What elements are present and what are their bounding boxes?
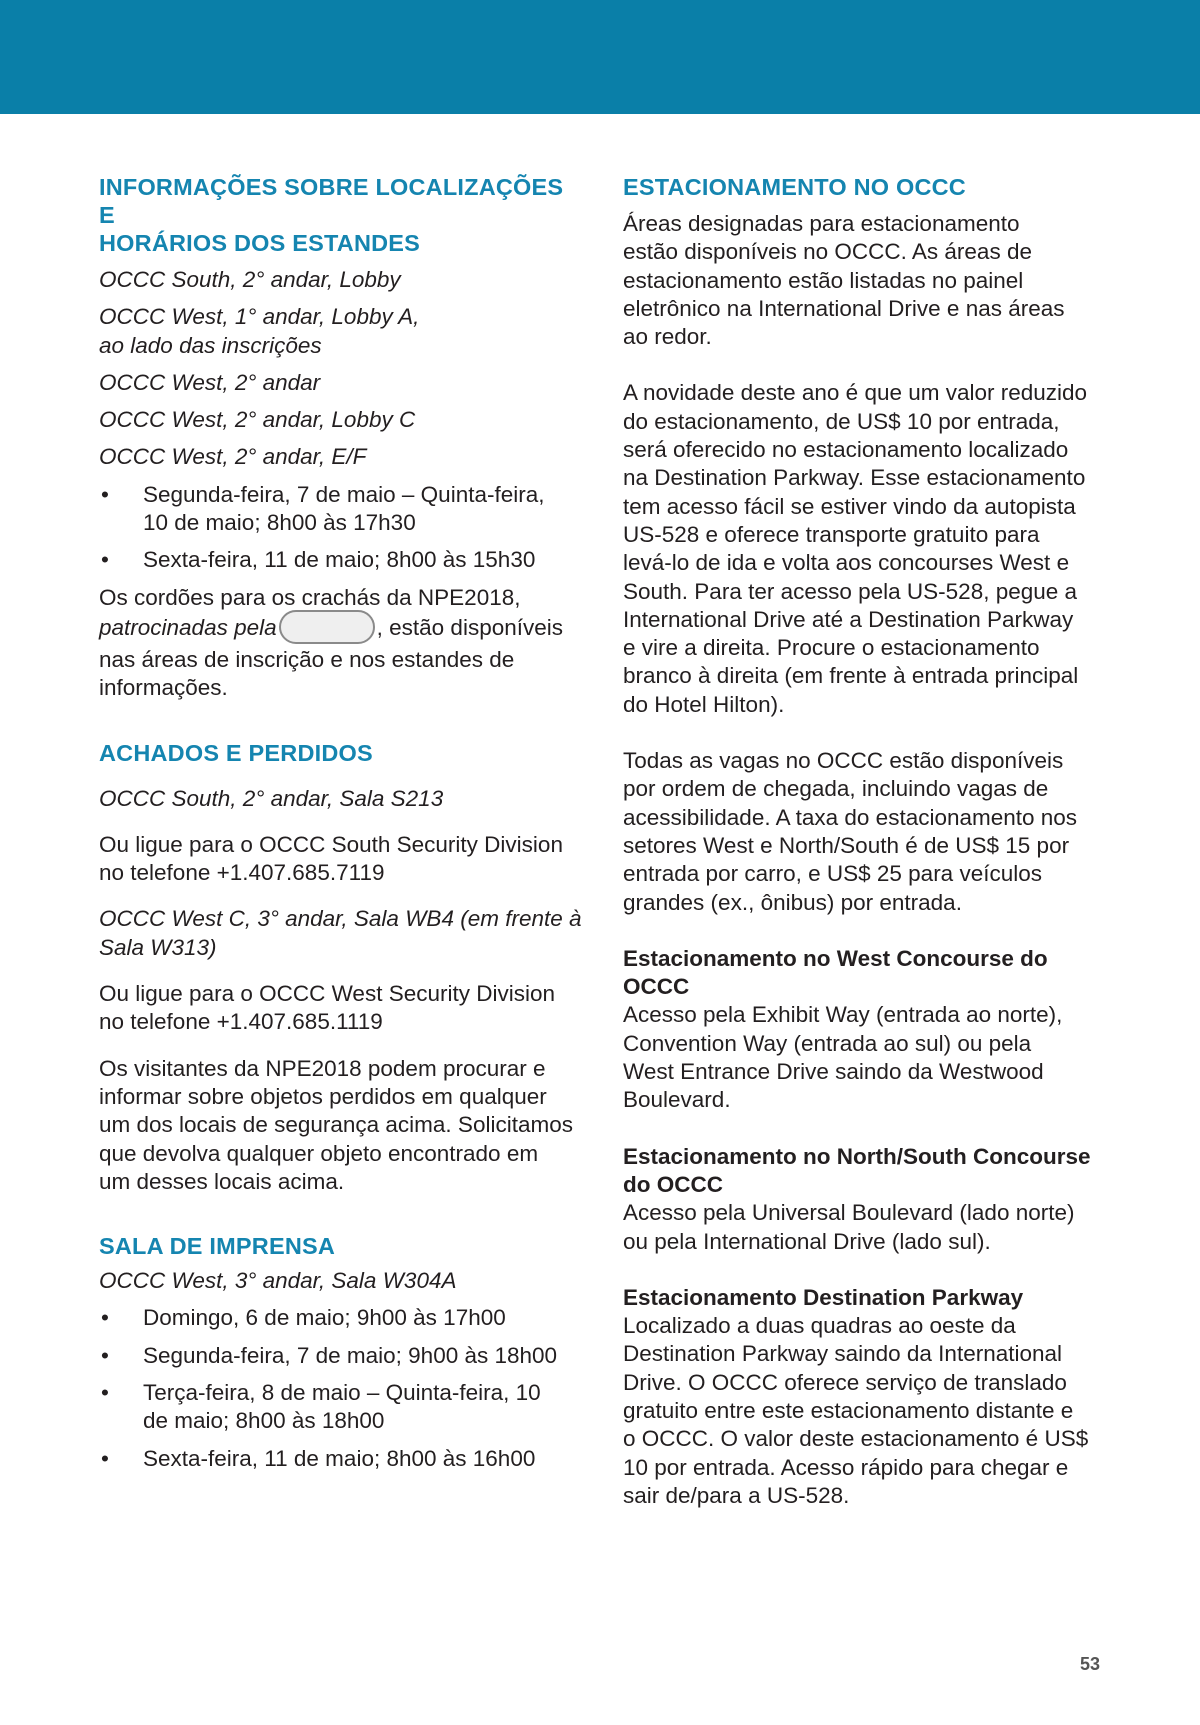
- destination-parkway-line-5: o OCCC. O valor deste estacionamento é US$: [623, 1426, 1089, 1452]
- parking-news-line-4: na Destination Parkway. Esse estacionamento: [623, 465, 1086, 491]
- destination-parkway-line-6: 10 por entrada. Acesso rápido para chegar e: [623, 1454, 1069, 1480]
- south-security-paragraph: [99, 831, 584, 888]
- lost-found-location-south: OCCC South, 2° andar, Sala S213: [99, 785, 444, 811]
- list-item: [99, 1342, 584, 1370]
- west-security-line-1: Ou ligue para o OCCC West Security Division: [99, 981, 555, 1007]
- north-south-line-2: ou pela International Drive (lado sul).: [623, 1228, 991, 1254]
- list-item: [99, 481, 584, 538]
- parking-fees-line-2: por ordem de chegada, incluindo vagas de: [623, 776, 1049, 802]
- north-south-line-1: Acesso pela Universal Boulevard (lado norte): [623, 1200, 1075, 1226]
- lost-found-location-west: [99, 905, 584, 962]
- destination-parkway-line-7: sair de/para a US-528.: [623, 1482, 850, 1508]
- visitors-line-4: que devolva qualquer objeto encontrado em: [99, 1140, 539, 1166]
- press-hours-list: [99, 1304, 584, 1472]
- west-location-line-1: OCCC West C, 3° andar, Sala WB4 (em frente à: [99, 906, 582, 932]
- booth-hours-list: [99, 481, 584, 575]
- west-location-line-2: Sala W313): [99, 934, 217, 960]
- destination-parkway-paragraph: [623, 1284, 1113, 1510]
- press-room-section: [99, 1232, 584, 1473]
- parking-fees-paragraph: [623, 747, 1113, 917]
- parking-fees-line-4: setores West e North/South é de US$ 15 por: [623, 832, 1070, 858]
- right-column: [623, 173, 1113, 1510]
- booth-hours-1-line-1: Segunda-feira, 7 de maio – Quinta-feira,: [143, 481, 545, 507]
- parking-news-line-1: A novidade deste ano é que um valor reduzido: [623, 380, 1088, 406]
- list-item: [99, 546, 584, 574]
- booth-hours-1-line-2: 10 de maio; 8h00 às 17h30: [143, 510, 416, 536]
- parking-news-line-10: e vire a direita. Procure o estacionamento: [623, 635, 1040, 661]
- destination-parkway-line-3: Drive. O OCCC oferece serviço de translado: [623, 1369, 1067, 1395]
- west-security-paragraph: [99, 980, 584, 1037]
- bullet-icon: •: [101, 1305, 109, 1331]
- parking-fees-line-6: grandes (ex., ônibus) por entrada.: [623, 889, 962, 915]
- page-number: 53: [1080, 1654, 1101, 1674]
- parking-fees-line-5: entrada por carro, e US$ 25 para veículos: [623, 861, 1042, 887]
- parking-news-paragraph: [623, 379, 1113, 719]
- parking-news-line-8: South. Para ter acesso pela US-528, pegue a: [623, 578, 1078, 604]
- booth-location-5: OCCC West, 2° andar, E/F: [99, 444, 367, 470]
- booth-location-4: OCCC West, 2° andar, Lobby C: [99, 407, 416, 433]
- parking-intro-line-5: ao redor.: [623, 324, 712, 350]
- visitors-line-2: informar sobre objetos perdidos em qualquer: [99, 1083, 547, 1109]
- lanyard-line-2a: patrocinadas pela: [99, 614, 277, 640]
- west-concourse-subheading: Estacionamento no West Concourse do OCCC: [623, 945, 1048, 1000]
- list-item: [99, 1379, 584, 1436]
- press-room-location: OCCC West, 3° andar, Sala W304A: [99, 1268, 457, 1294]
- press-hours-3-line-2: de maio; 8h00 às 18h00: [143, 1408, 385, 1434]
- parking-intro-line-1: Áreas designadas para estacionamento: [623, 211, 1020, 236]
- destination-parkway-subheading: Estacionamento Destination Parkway: [623, 1284, 1024, 1310]
- west-concourse-paragraph: [623, 945, 1113, 1115]
- parking-news-line-5: tem acesso fácil se estiver vindo da autopista: [623, 493, 1076, 519]
- bullet-icon: •: [101, 1342, 109, 1368]
- booth-location-2-line-1: OCCC West, 1° andar, Lobby A,: [99, 304, 420, 330]
- north-south-concourse-paragraph: [623, 1143, 1113, 1256]
- parking-fees-line-1: Todas as vagas no OCCC estão disponíveis: [623, 748, 1064, 774]
- lanyard-line-1: Os cordões para os crachás da NPE2018,: [99, 584, 521, 610]
- lanyard-line-3: nas áreas de inscrição e nos estandes de: [99, 646, 515, 672]
- parking-news-line-3: será oferecido no estacionamento localizado: [623, 437, 1069, 463]
- parking-news-line-2: do estacionamento, de US$ 10 por entrada,: [623, 408, 1060, 434]
- booth-location-2: [99, 303, 584, 360]
- parking-news-line-9: International Drive até a Destination Parkway: [623, 606, 1074, 632]
- destination-parkway-line-4: gratuito entre este estacionamento distante e: [623, 1397, 1074, 1423]
- list-item: [99, 1304, 584, 1332]
- west-concourse-line-1: Acesso pela Exhibit Way (entrada ao norte),: [623, 1002, 1063, 1028]
- parking-heading: ESTACIONAMENTO NO OCCC: [623, 174, 966, 200]
- parking-fees-line-3: acessibilidade. A taxa do estacionamento nos: [623, 804, 1078, 830]
- booth-info-section: [99, 173, 584, 703]
- north-south-subheading-line-2: do OCCC: [623, 1171, 723, 1197]
- booth-location-3: OCCC West, 2° andar: [99, 369, 321, 395]
- visitors-line-5: um desses locais acima.: [99, 1168, 345, 1194]
- parking-intro-line-4: eletrônico na International Drive e nas áreas: [623, 295, 1065, 321]
- bullet-icon: •: [101, 547, 109, 573]
- lost-found-visitors-paragraph: [99, 1055, 584, 1196]
- parking-section: [623, 173, 1113, 1510]
- lanyard-line-2b: , estão disponíveis: [376, 614, 564, 640]
- booth-hours-2: Sexta-feira, 11 de maio; 8h00 às 15h30: [143, 547, 536, 573]
- parking-intro-line-2: estão disponíveis no OCCC. As áreas de: [623, 239, 1032, 265]
- parking-intro-paragraph: [623, 210, 1113, 351]
- west-concourse-line-4: Boulevard.: [623, 1087, 731, 1113]
- booth-location-1: OCCC South, 2° andar, Lobby: [99, 267, 401, 292]
- south-security-line-1: Ou ligue para o OCCC South Security Division: [99, 831, 563, 857]
- lanyard-line-4: informações.: [99, 675, 228, 701]
- visitors-line-1: Os visitantes da NPE2018 podem procurar e: [99, 1055, 546, 1081]
- left-column: [99, 173, 584, 1473]
- west-security-line-2: no telefone +1.407.685.1119: [99, 1009, 383, 1035]
- south-security-line-2: no telefone +1.407.685.7119: [99, 860, 385, 886]
- bullet-icon: •: [101, 481, 109, 507]
- booth-info-heading: [99, 173, 584, 257]
- lost-found-heading: ACHADOS E PERDIDOS: [99, 739, 373, 766]
- parking-intro-line-3: estacionamento estão listadas no painel: [623, 267, 1024, 293]
- press-hours-3-line-1: Terça-feira, 8 de maio – Quinta-feira, 10: [143, 1380, 541, 1406]
- lanyard-paragraph: [99, 584, 584, 703]
- parking-news-line-11: branco à direita (em frente à entrada principal: [623, 663, 1079, 689]
- visitors-line-3: um dos locais de segurança acima. Solicitamos: [99, 1112, 573, 1138]
- list-item: [99, 1445, 584, 1473]
- west-concourse-line-3: West Entrance Drive saindo da Westwood: [623, 1059, 1044, 1085]
- lost-found-section: [99, 739, 584, 1197]
- booth-info-heading-line-2: HORÁRIOS DOS ESTANDES: [99, 230, 421, 256]
- booth-info-heading-line-1: INFORMAÇÕES SOBRE LOCALIZAÇÕES E: [99, 174, 564, 228]
- destination-parkway-line-2: Destination Parkway saindo da International: [623, 1341, 1063, 1367]
- destination-parkway-line-1: Localizado a duas quadras ao oeste da: [623, 1313, 1016, 1339]
- parking-news-line-6: US-528 e oferece transporte gratuito para: [623, 521, 1040, 547]
- booth-location-2-line-2: ao lado das inscrições: [99, 332, 322, 358]
- north-south-subheading-line-1: Estacionamento no North/South Concourse: [623, 1143, 1091, 1169]
- press-room-heading: SALA DE IMPRENSA: [99, 1233, 336, 1260]
- west-concourse-line-2: Convention Way (entrada ao sul) ou pela: [623, 1030, 1032, 1056]
- bullet-icon: •: [101, 1445, 109, 1471]
- bullet-icon: •: [101, 1380, 109, 1406]
- conair-logo: [279, 610, 375, 644]
- header-bar: [0, 0, 1200, 114]
- parking-news-line-7: levá-lo de ida e volta aos concourses West e: [623, 550, 1070, 576]
- press-hours-1: Domingo, 6 de maio; 9h00 às 17h00: [143, 1305, 506, 1331]
- parking-news-line-12: do Hotel Hilton).: [623, 691, 785, 717]
- press-hours-2: Segunda-feira, 7 de maio; 9h00 às 18h00: [143, 1342, 558, 1368]
- press-hours-4: Sexta-feira, 11 de maio; 8h00 às 16h00: [143, 1445, 536, 1471]
